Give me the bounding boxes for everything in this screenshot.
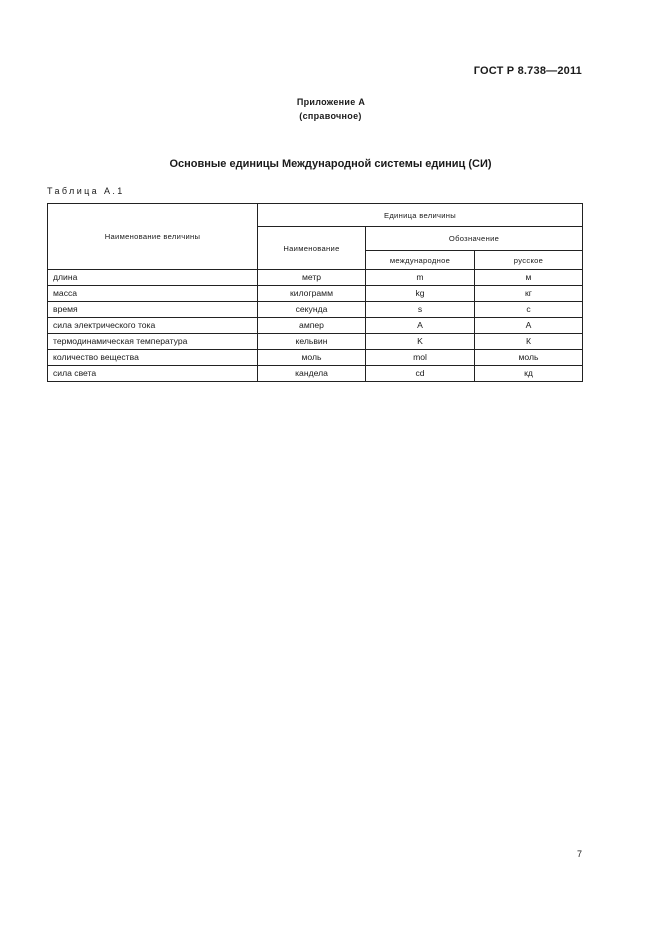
header-unit-name: Наименование [258,227,366,270]
cell-russian: с [475,302,583,318]
cell-unit-name: ампер [258,318,366,334]
table-row [48,270,583,286]
cell-international: kg [366,286,475,302]
cell-russian: моль [475,350,583,366]
cell-unit-name: метр [258,270,366,286]
cell-unit-name: килограмм [258,286,366,302]
cell-russian: кг [475,286,583,302]
cell-unit-name: кельвин [258,334,366,350]
table-row [48,286,583,302]
cell-russian: м [475,270,583,286]
cell-quantity: время [48,302,258,318]
table-row [48,366,583,382]
appendix-subtitle: (справочное) [299,111,362,121]
appendix-heading [0,95,661,123]
cell-international: cd [366,366,475,382]
cell-quantity: сила света [48,366,258,382]
cell-quantity: длина [48,270,258,286]
cell-unit-name: кандела [258,366,366,382]
cell-russian: кд [475,366,583,382]
cell-unit-name: секунда [258,302,366,318]
cell-international: m [366,270,475,286]
document-code: ГОСТ Р 8.738—2011 [473,65,582,77]
table-row [48,302,583,318]
cell-quantity: термодинамическая температура [48,334,258,350]
cell-quantity: количество вещества [48,350,258,366]
cell-international: mol [366,350,475,366]
table-caption: Таблица А.1 [47,186,125,196]
table-row [48,350,583,366]
cell-quantity: масса [48,286,258,302]
header-unit: Единица величины [258,204,583,227]
header-international: международное [366,251,475,270]
header-symbol: Обозначение [366,227,583,251]
table-row [48,334,583,350]
cell-russian: А [475,318,583,334]
cell-quantity: сила электрического тока [48,318,258,334]
cell-international: A [366,318,475,334]
appendix-title: Приложение А [296,97,366,107]
cell-international: K [366,334,475,350]
page-number: 7 [577,849,583,859]
header-quantity-name: Наименование величины [48,204,258,270]
cell-russian: К [475,334,583,350]
page-title: Основные единицы Международной системы единиц (СИ) [169,158,492,170]
cell-unit-name: моль [258,350,366,366]
units-table [47,203,583,382]
cell-international: s [366,302,475,318]
table-row [48,318,583,334]
header-russian: русское [475,251,583,270]
